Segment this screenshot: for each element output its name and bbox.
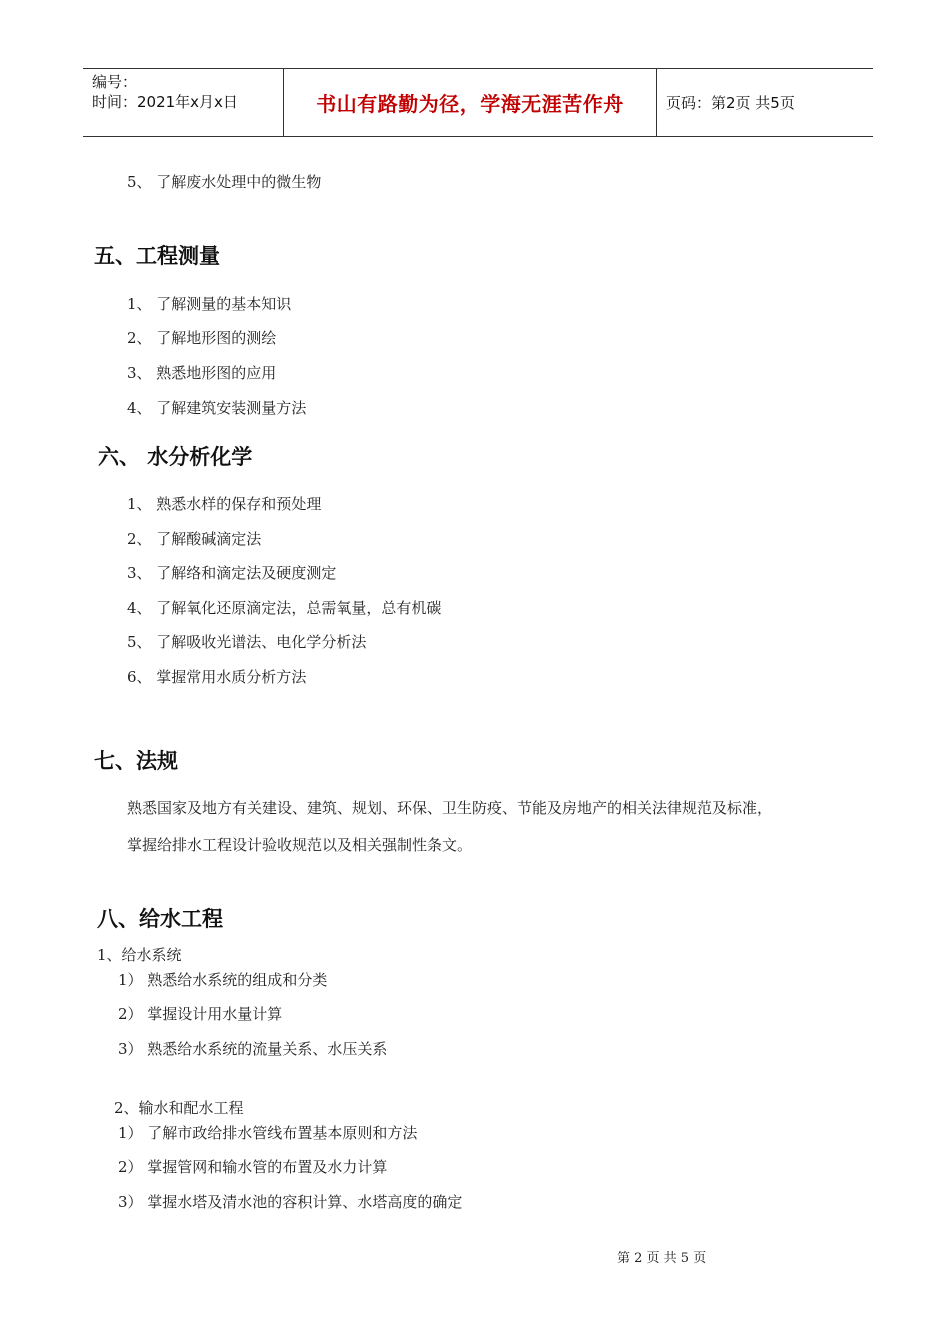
list-item: 1） 熟悉给水系统的组成和分类 [118,971,328,989]
list-item: 2） 掌握设计用水量计算 [118,1005,283,1023]
section-heading-water-chemistry: 六、 水分析化学 [98,445,253,469]
paragraph-line: 掌握给排水工程设计验收规范以及相关强制性条文。 [127,836,473,854]
list-item: 3） 掌握水塔及清水池的容积计算、水塔高度的确定 [118,1193,463,1211]
subsection-heading: 2、输水和配水工程 [114,1099,244,1117]
header-page-number: 页码：第2页 共5页 [666,94,795,112]
header-info [83,69,284,136]
list-item: 5、 了解废水处理中的微生物 [127,173,322,191]
section-heading-regulations: 七、法规 [94,749,178,773]
header-motto: 书山有路勤为径，学海无涯苦作舟 [284,69,657,136]
page-header [83,68,873,137]
header-number: 编号： [92,73,138,91]
header-time: 时间：2021年x月x日 [92,93,238,111]
list-item: 4、 了解氧化还原滴定法，总需氧量，总有机碳 [127,599,442,617]
list-item: 1、 了解测量的基本知识 [127,295,292,313]
list-item: 2） 掌握管网和输水管的布置及水力计算 [118,1158,388,1176]
list-item: 1、 熟悉水样的保存和预处理 [127,495,322,513]
list-item: 2、 了解地形图的测绘 [127,329,277,347]
section-heading-surveying: 五、工程测量 [94,244,220,268]
list-item: 3） 熟悉给水系统的流量关系、水压关系 [118,1040,388,1058]
page-footer: 第 2 页 共 5 页 [617,1251,707,1266]
list-item: 6、 掌握常用水质分析方法 [127,668,307,686]
list-item: 2、 了解酸碱滴定法 [127,530,262,548]
paragraph-line: 熟悉国家及地方有关建设、建筑、规划、环保、卫生防疫、节能及房地产的相关法律规范及标准， [127,799,773,817]
list-item: 3、 熟悉地形图的应用 [127,364,277,382]
list-item: 3、 了解络和滴定法及硬度测定 [127,564,337,582]
list-item: 5、 了解吸收光谱法、电化学分析法 [127,633,367,651]
list-item: 4、 了解建筑安装测量方法 [127,399,307,417]
subsection-heading: 1、给水系统 [97,946,182,964]
section-heading-water-supply: 八、给水工程 [97,907,223,931]
list-item: 1） 了解市政给排水管线布置基本原则和方法 [118,1124,418,1142]
